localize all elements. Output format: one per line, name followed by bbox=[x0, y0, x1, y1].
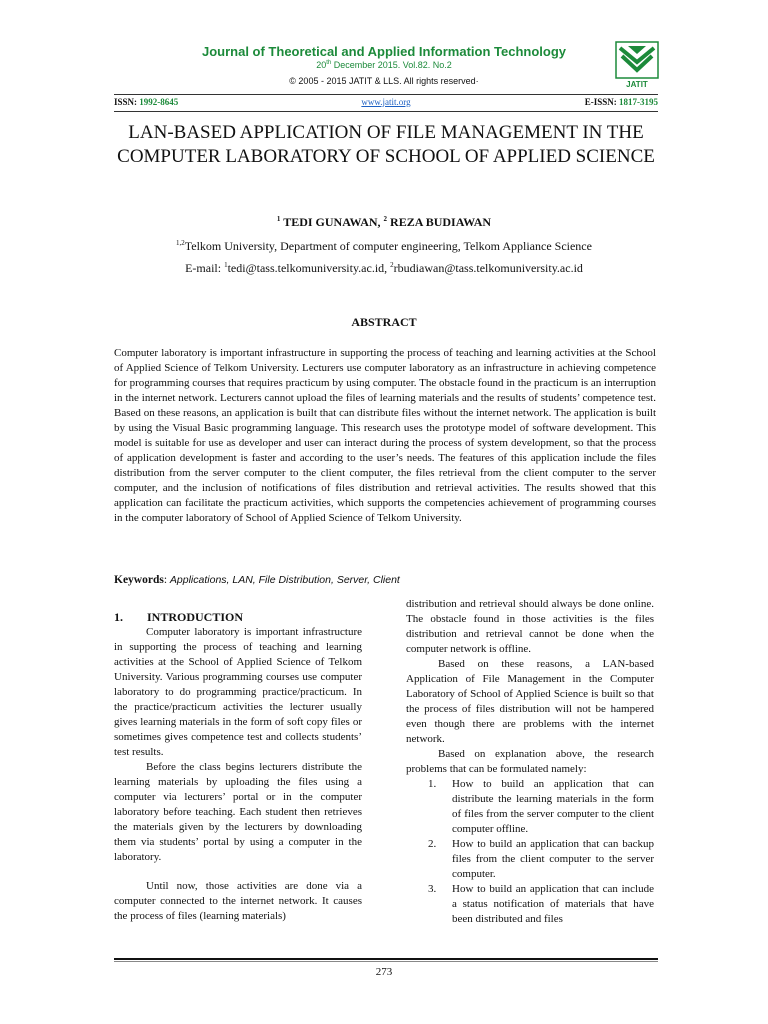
affil-sup: 1,2 bbox=[176, 239, 185, 247]
website-link[interactable]: www.jatit.org bbox=[361, 97, 411, 107]
eissn bbox=[585, 97, 658, 107]
section-heading-introduction bbox=[114, 610, 362, 625]
eissn-label: E-ISSN: bbox=[584, 97, 619, 107]
author2-sup: 2 bbox=[383, 215, 388, 223]
author2: REZA BUDIAWAN bbox=[387, 215, 492, 229]
keywords-colon: : bbox=[163, 574, 170, 586]
author1-sup: 1 bbox=[276, 215, 281, 223]
intro-paragraph-4: Based on these reasons, a LAN-based Application of File Management in the Computer Laboratory of School of Applied Science is built so that the process of files distribution will not be hampered even though there are problems with the internet network. bbox=[406, 658, 654, 745]
intro-paragraph-1: Computer laboratory is important infrastructure in supporting the process of teaching and learning activities at the School of Applied Science of Telkom University. Various programming courses use computer laboratory to do programming practice/practicum. In the practice/practicum activities the lecturer usually gives learning materials in the form of soft copy files or sometimes gives competence test and collects students’ test results. bbox=[114, 626, 362, 758]
affiliation-text: Telkom University, Department of computer engineering, Telkom Appliance Science bbox=[184, 239, 592, 253]
email2: rbudiawan@tass.telkomuniversity.ac.id bbox=[393, 261, 583, 275]
right-column bbox=[406, 597, 654, 927]
email1: tedi@tass.telkomuniversity.ac.id, bbox=[227, 261, 391, 275]
abstract-heading: ABSTRACT bbox=[351, 315, 417, 329]
keywords-label: Keywords bbox=[114, 574, 164, 586]
issue-rest: December 2015. Vol.82. No.2 bbox=[331, 60, 452, 70]
eissn-value: 1817-3195 bbox=[619, 97, 658, 107]
email1-sup: 1 bbox=[224, 261, 228, 269]
footer-rule-shadow bbox=[114, 961, 658, 962]
abstract-text: Computer laboratory is important infrastructure in supporting the process of teaching and learning activities at the School of Applied Science of Telkom University. Lecturers use computer laboratory as an infrastructure in achieving competence for programming courses that requires practicum by using computer. The obstacle found in the practicum is an interruption in the internet network. Lecturers cannot upload the files of learning materials and the results of students’ competence test. Based on these reasons, an application is built that can distribute files without the internet network. The application is built by using the Visual Basic programming language. This research uses the prototype model of software development. This model is suitable for use as developer and user can interact during the process of system development, so that the process of application development is faster and according to the user’s needs. The features of this application include the files distribution from the server computer to the client computer, the files retrieval from the client computer to the server computer, and the inclusion of notifications of files distribution and retrieval activities. The results showed that this application can facilitate the practicum activities, which supports the competencies achievement of programming courses in the computer laboratory of School of Applied Science of Telkom University. bbox=[114, 347, 656, 524]
research-problems-list bbox=[406, 777, 654, 927]
page-number: 273 bbox=[375, 966, 393, 978]
header-rule-bottom bbox=[114, 111, 658, 112]
issue-day-suffix: th bbox=[326, 60, 332, 66]
email-label: E-mail: bbox=[185, 261, 225, 275]
issn-row bbox=[114, 97, 658, 111]
list-number: 1. bbox=[428, 778, 437, 790]
authors bbox=[0, 215, 768, 230]
logo-text: JATIT bbox=[626, 80, 648, 89]
email2-sup: 2 bbox=[390, 261, 394, 269]
header-rule-top bbox=[114, 94, 658, 95]
section-number: 1. bbox=[114, 610, 123, 624]
journal-title: Journal of Theoretical and Applied Information Technology bbox=[201, 44, 567, 59]
issn-value: 1992-8645 bbox=[139, 97, 179, 107]
paper-title: LAN-BASED APPLICATION OF FILE MANAGEMENT IN THE COMPUTER LABORATORY OF SCHOOL OF APPLIED SCIENCE bbox=[117, 122, 655, 167]
left-column bbox=[114, 597, 362, 924]
jatit-logo-icon bbox=[614, 40, 660, 90]
issue-day: 20 bbox=[316, 60, 327, 70]
list-text: How to build an application that can distribute the learning materials in the form of files from the server computer to the client computer offline. bbox=[452, 778, 654, 835]
list-number: 2. bbox=[428, 838, 437, 850]
keywords bbox=[114, 574, 656, 586]
list-text: How to build an application that can backup files from the client computer to the server computer. bbox=[452, 838, 654, 880]
intro-paragraph-3: Until now, those activities are done via a computer connected to the internet network. It causes the process of files (learning materials) bbox=[114, 880, 362, 922]
list-item bbox=[406, 837, 654, 882]
copyright-notice: © 2005 - 2015 JATIT & LLS. All rights reserved· bbox=[289, 76, 479, 86]
section-title: INTRODUCTION bbox=[147, 610, 244, 624]
keywords-list: Applications, LAN, File Distribution, Server, Client bbox=[169, 574, 400, 586]
author1: TEDI GUNAWAN, bbox=[280, 215, 384, 229]
list-number: 3. bbox=[428, 883, 437, 895]
footer-rule bbox=[114, 958, 658, 960]
issn-label: ISSN: bbox=[114, 97, 140, 107]
list-text: How to build an application that can include a status notification of materials that have been distributed and files bbox=[452, 883, 654, 925]
intro-paragraph-5: Based on explanation above, the research problems that can be formulated namely: bbox=[406, 748, 654, 775]
intro-paragraph-3-continued: distribution and retrieval should always be done online. The obstacle found in those activities is the files distribution and retrieval cannot be done when the computer network is offline. bbox=[406, 598, 654, 655]
list-item bbox=[406, 882, 654, 927]
email-line bbox=[0, 261, 768, 276]
list-item bbox=[406, 777, 654, 837]
affiliation bbox=[0, 239, 768, 254]
intro-paragraph-2: Before the class begins lecturers distribute the learning materials by uploading the files using a computer via lecturers’ portal or in the computer laboratory before teaching. Each student then retrieves the materials given by the lecturers by downloading them via students’ portal by using a computer in the laboratory. bbox=[114, 761, 362, 863]
paragraph-gap bbox=[114, 865, 362, 879]
